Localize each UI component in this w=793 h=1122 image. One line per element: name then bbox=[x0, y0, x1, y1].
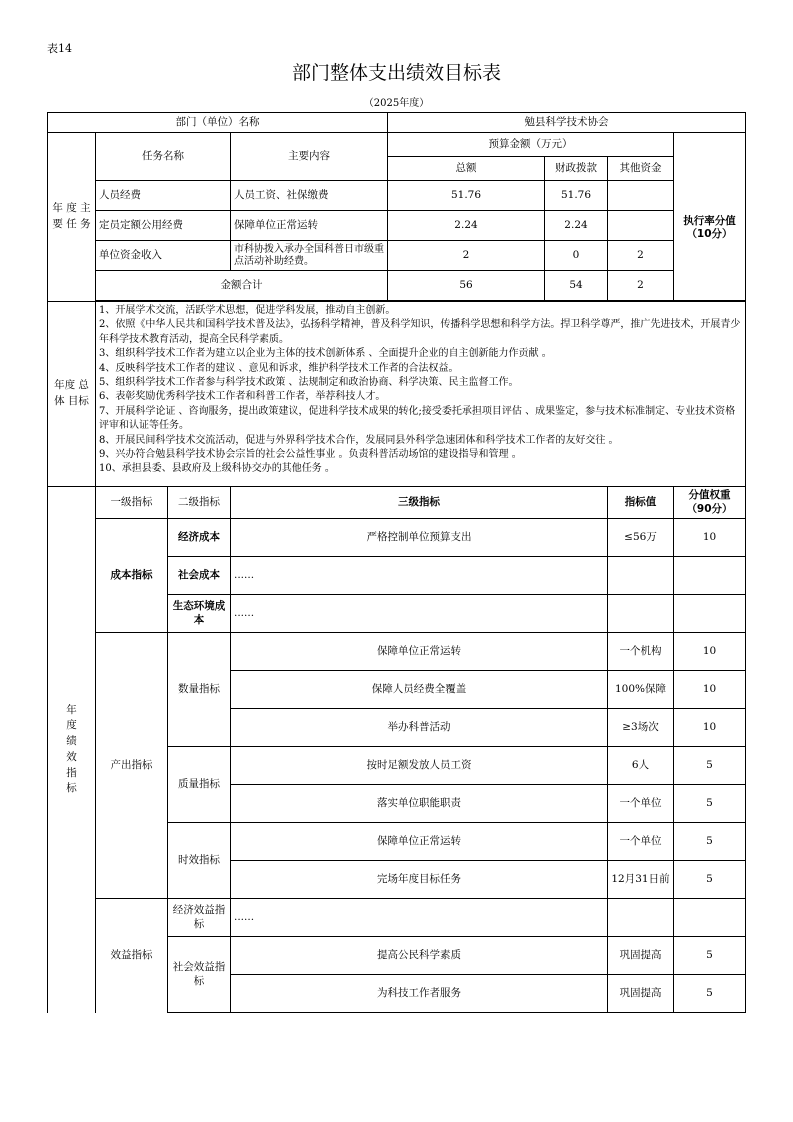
indicator-value: 巩固提高 bbox=[608, 975, 674, 1013]
indicator-item: 保障单位正常运转 bbox=[231, 633, 608, 671]
econ-cost-weight: 10 bbox=[674, 519, 746, 557]
goal-line: 9、兴办符合勉县科学技术协会宗旨的社会公益性事业 。负责科普活动场馆的建设指导和管理 。 bbox=[99, 449, 522, 461]
goal-line: 7、开展科学论证 、咨询服务，提出政策建议，促进科学技术成果的转化;接受委托承担项目评估 、成果鉴定，参与技术标准制定、专业技术资格评审和认证等任务。 bbox=[99, 405, 736, 432]
dept-name: 勉县科学技术协会 bbox=[388, 113, 746, 133]
header-level1: 一级指标 bbox=[96, 487, 168, 519]
indicator-value: ≥3场次 bbox=[608, 709, 674, 747]
goal-line: 4、反映科学技术工作者的建议 、意见和诉求，维护科学技术工作者的合法权益。 bbox=[99, 362, 459, 374]
task-content: 保障单位正常运转 bbox=[231, 211, 388, 241]
indicator-item: 举办科普活动 bbox=[231, 709, 608, 747]
econ-benefit-value bbox=[608, 899, 674, 937]
timeliness-indicator-label: 时效指标 bbox=[168, 823, 231, 899]
eco-cost-label: 生态环境成本 bbox=[168, 595, 231, 633]
social-cost-item: ...... bbox=[231, 557, 608, 595]
performance-table bbox=[47, 112, 746, 1013]
indicator-value: 一个单位 bbox=[608, 785, 674, 823]
quality-indicator-label: 质量指标 bbox=[168, 747, 231, 823]
indicator-item: 按时足额发放人员工资 bbox=[231, 747, 608, 785]
indicator-value: 巩固提高 bbox=[608, 937, 674, 975]
indicator-item: 提高公民科学素质 bbox=[231, 937, 608, 975]
output-indicator-label: 产出指标 bbox=[96, 633, 168, 899]
exec-spacer bbox=[674, 133, 746, 157]
goal-line: 1、开展学术交流，活跃学术思想，促进学科发展，推动自主创新。 bbox=[99, 305, 396, 316]
eco-cost-item: ...... bbox=[231, 595, 608, 633]
indicator-weight: 5 bbox=[674, 861, 746, 899]
indicator-weight: 5 bbox=[674, 747, 746, 785]
indicator-value: 6人 bbox=[608, 747, 674, 785]
col-task-name: 任务名称 bbox=[96, 133, 231, 181]
task-total: 2 bbox=[388, 241, 545, 271]
sum-other: 2 bbox=[608, 271, 674, 301]
goal-line: 10、承担县委、县政府及上级科协交办的其他任务 。 bbox=[99, 463, 335, 475]
sum-total: 56 bbox=[388, 271, 545, 301]
goal-line: 5、组织科学技术工作者参与科学技术政策 、法规制定和政治协商、科学决策、民主监督工作。 bbox=[99, 377, 519, 389]
eco-cost-value bbox=[608, 595, 674, 633]
task-name: 人员经费 bbox=[96, 181, 231, 211]
quantity-indicator-label: 数量指标 bbox=[168, 633, 231, 747]
indicator-weight: 5 bbox=[674, 823, 746, 861]
task-name: 单位资金收入 bbox=[96, 241, 231, 271]
page-title: 部门整体支出绩效目标表 bbox=[291, 62, 501, 84]
task-name: 定员定额公用经费 bbox=[96, 211, 231, 241]
col-main-content: 主要内容 bbox=[231, 133, 388, 181]
econ-benefit-label: 经济效益指标 bbox=[168, 899, 231, 937]
task-other: 2 bbox=[608, 241, 674, 271]
indicator-weight: 5 bbox=[674, 937, 746, 975]
benefit-indicator-label: 效益指标 bbox=[96, 899, 168, 1013]
col-budget: 预算金额（万元） bbox=[388, 133, 674, 157]
indicator-value: 12月31日前 bbox=[608, 861, 674, 899]
header-level2: 二级指标 bbox=[168, 487, 231, 519]
indicator-item: 完场年度目标任务 bbox=[231, 861, 608, 899]
social-benefit-label: 社会效益指标 bbox=[168, 937, 231, 1013]
indicator-weight: 5 bbox=[674, 785, 746, 823]
exec-rate-score: （10分） bbox=[686, 228, 733, 241]
sum-fiscal: 54 bbox=[545, 271, 608, 301]
indicator-item: 保障单位正常运转 bbox=[231, 823, 608, 861]
task-other bbox=[608, 181, 674, 211]
goal-line: 2、依照《中华人民共和国科学技术普及法》，弘扬科学精神，普及科学知识，传播科学思想和科学方法。捍卫科学尊严，推广先进技术，开展青少年科学技术教育活动，提高全民科学素质。 bbox=[99, 319, 741, 345]
social-cost-value bbox=[608, 557, 674, 595]
header-level3: 三级指标 bbox=[231, 487, 608, 519]
header-weight: 分值权重 （90分） bbox=[674, 487, 746, 519]
goals-text bbox=[96, 302, 746, 487]
econ-cost-value: ≤56万 bbox=[608, 519, 674, 557]
col-total: 总额 bbox=[388, 157, 545, 181]
econ-benefit-weight bbox=[674, 899, 746, 937]
cost-indicator-label: 成本指标 bbox=[96, 519, 168, 633]
task-total: 2.24 bbox=[388, 211, 545, 241]
exec-rate-label: 执行率分值 bbox=[683, 215, 736, 228]
econ-cost-label: 经济成本 bbox=[168, 519, 231, 557]
task-fiscal: 0 bbox=[545, 241, 608, 271]
task-content: 人员工资、社保缴费 bbox=[231, 181, 388, 211]
eco-cost-weight bbox=[674, 595, 746, 633]
col-fiscal: 财政拨款 bbox=[545, 157, 608, 181]
indicator-weight: 10 bbox=[674, 709, 746, 747]
tasks-section-label: 年 度 主 要 任 务 bbox=[48, 133, 96, 302]
social-cost-weight bbox=[674, 557, 746, 595]
task-total: 51.76 bbox=[388, 181, 545, 211]
indicator-value: 一个机构 bbox=[608, 633, 674, 671]
fiscal-year: （2025年度） bbox=[363, 98, 430, 109]
indicator-value: 100%保障 bbox=[608, 671, 674, 709]
indicator-weight: 10 bbox=[674, 633, 746, 671]
goals-section-label: 年度 总体 目标 bbox=[48, 302, 96, 487]
goal-line: 3、组织科学技术工作者为建立以企业为主体的技术创新体系 、全面提升企业的自主创新能力作贡献 。 bbox=[99, 348, 552, 360]
indicator-item: 保障人员经费全覆盖 bbox=[231, 671, 608, 709]
task-content: 市科协拨入承办全国科普日市级重点活动补助经费。 bbox=[231, 241, 388, 271]
task-fiscal: 2.24 bbox=[545, 211, 608, 241]
social-cost-label: 社会成本 bbox=[168, 557, 231, 595]
indicator-item: 落实单位职能职责 bbox=[231, 785, 608, 823]
header-value: 指标值 bbox=[608, 487, 674, 519]
sum-label: 金额合计 bbox=[96, 271, 388, 301]
col-other: 其他资金 bbox=[608, 157, 674, 181]
indicator-value: 一个单位 bbox=[608, 823, 674, 861]
econ-cost-item: 严格控制单位预算支出 bbox=[231, 519, 608, 557]
indicators-section-label: 年度绩效指标 bbox=[48, 487, 96, 1013]
page-label: 表14 bbox=[47, 42, 72, 55]
goal-line: 8、开展民间科学技术交流活动，促进与外界科学技术合作，发展同县外科学急速团体和科学技术工作者的友好交往 。 bbox=[99, 434, 619, 446]
task-fiscal: 51.76 bbox=[545, 181, 608, 211]
goal-line: 6、表彰奖励优秀科学技术工作者和科普工作者，举荐科技人才。 bbox=[99, 391, 386, 403]
indicator-weight: 5 bbox=[674, 975, 746, 1013]
task-other bbox=[608, 211, 674, 241]
indicator-item: 为科技工作者服务 bbox=[231, 975, 608, 1013]
exec-rate-cell bbox=[674, 157, 746, 301]
indicator-weight: 10 bbox=[674, 671, 746, 709]
dept-label: 部门（单位）名称 bbox=[48, 113, 388, 133]
econ-benefit-item: ...... bbox=[231, 899, 608, 937]
